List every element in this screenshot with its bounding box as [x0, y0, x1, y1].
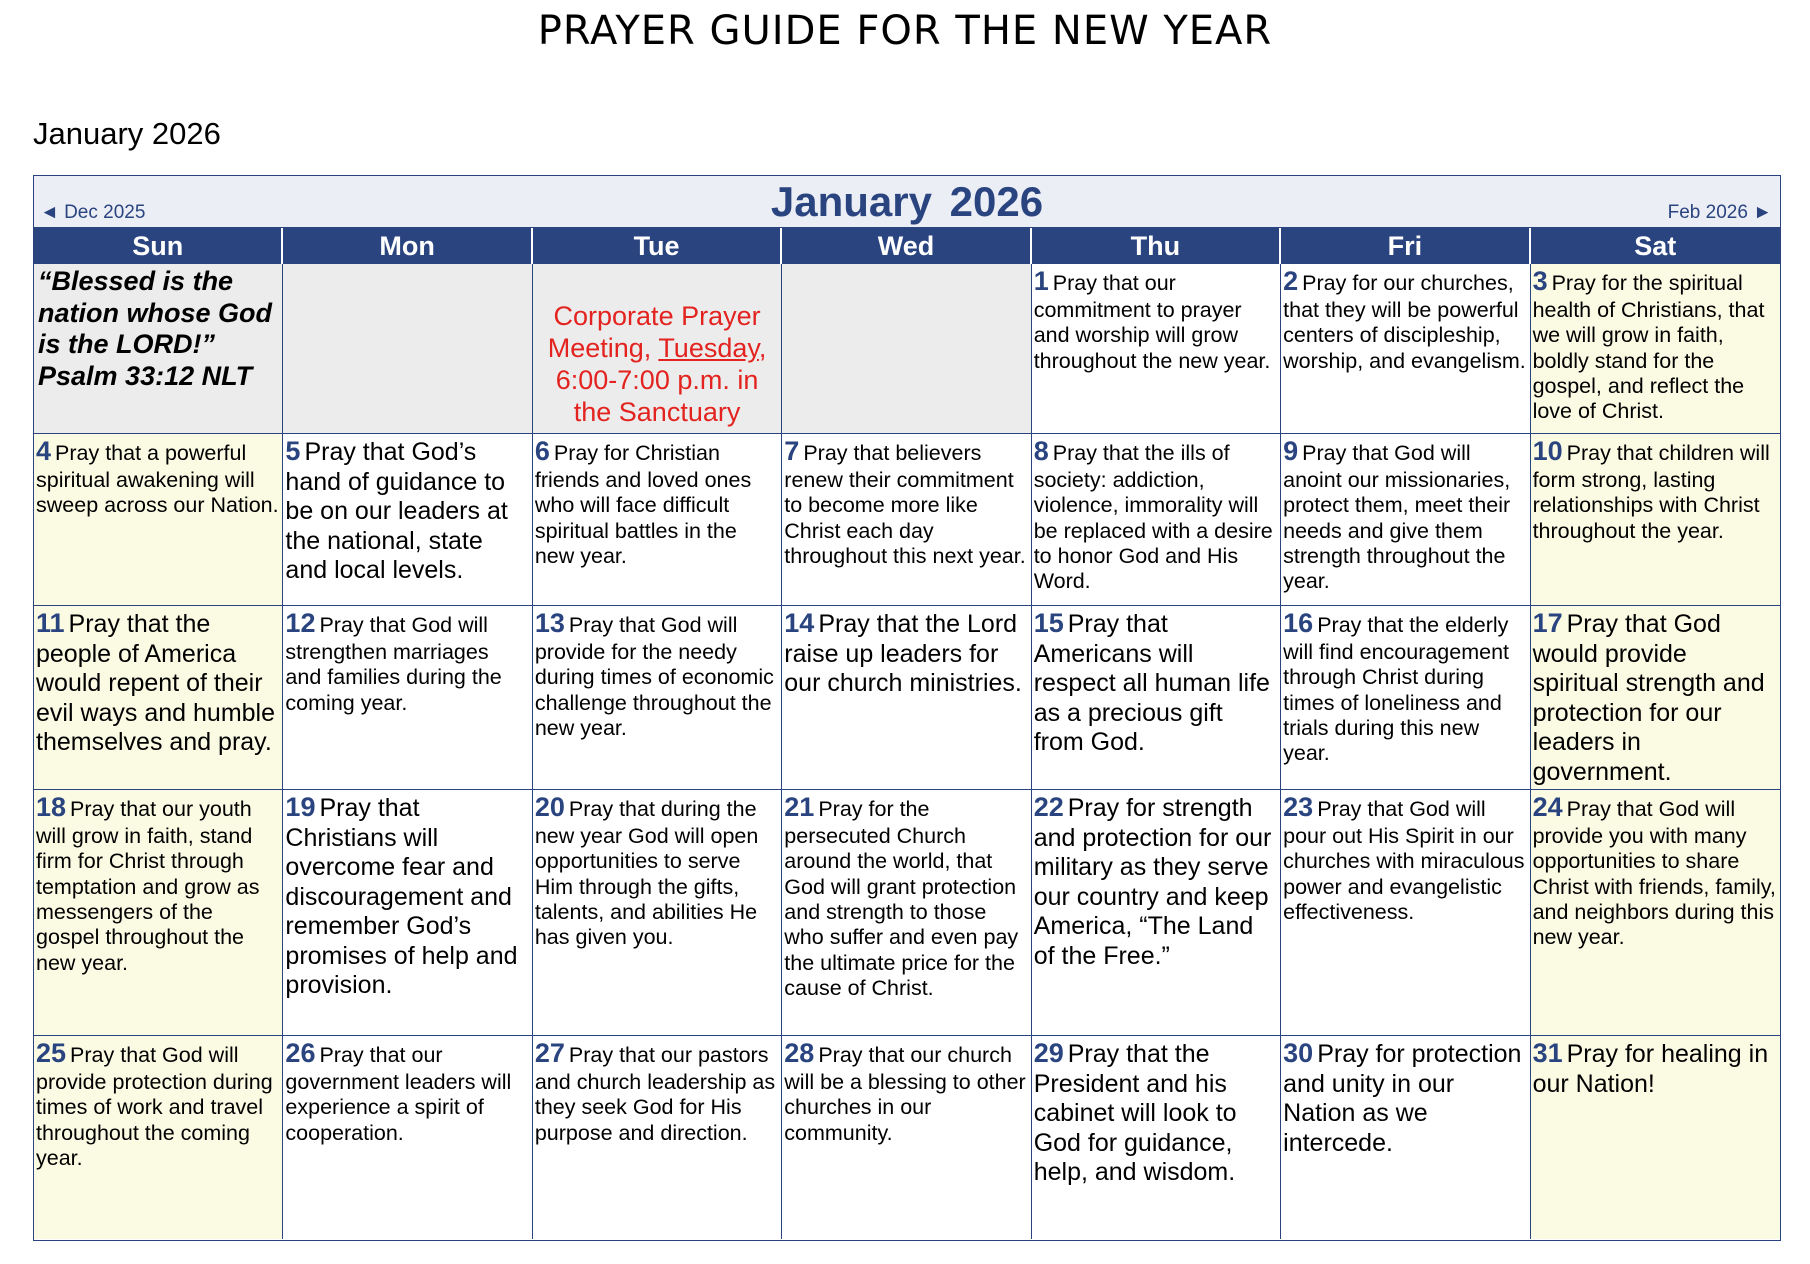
day-prayer: Pray that a powerful spiritual awakening will sweep across our Nation.: [36, 441, 279, 518]
weekday-sun: Sun: [34, 228, 283, 264]
meeting-day: Tuesday: [658, 333, 759, 364]
day-prayer: Pray that our church will be a blessing to other churches in our community.: [784, 1043, 1026, 1145]
day-cell: [782, 790, 1031, 1036]
day-number: 24: [1532, 792, 1563, 822]
day-number: 10: [1532, 436, 1563, 466]
day-number: 18: [36, 792, 67, 822]
day-number: 2: [1283, 266, 1299, 296]
day-cell: [1032, 1036, 1281, 1239]
day-number: 17: [1532, 608, 1563, 638]
day-prayer: Pray that children will form strong, lasting relationships with Christ throughout the year.: [1532, 441, 1770, 543]
day-prayer: Pray for protection and unity in our Nation as we intercede.: [1283, 1040, 1522, 1157]
day-prayer: Pray that God will provide protection during times of work and travel throughout the coming year.: [36, 1043, 273, 1170]
day-prayer: Pray that God will strengthen marriages and families during the coming year.: [285, 613, 502, 715]
day-number: 28: [784, 1038, 815, 1068]
day-prayer: Pray that God will provide for the needy during times of economic challenge throughout the new year.: [534, 613, 774, 740]
day-cell: [533, 790, 782, 1036]
day-number: 5: [285, 436, 301, 466]
day-cell: [1531, 606, 1780, 790]
day-cell: [1531, 434, 1780, 606]
day-prayer: Pray that our pastors and church leadership as they seek God for His purpose and direction.: [534, 1043, 776, 1145]
day-number: 22: [1033, 792, 1064, 822]
document-title: PRAYER GUIDE FOR THE NEW YEAR: [537, 8, 1273, 54]
day-number: 15: [1033, 608, 1064, 638]
empty-day-cell: [782, 264, 1031, 434]
day-number: 31: [1532, 1038, 1563, 1068]
day-cell: [283, 790, 532, 1036]
empty-day-cell: [283, 264, 532, 434]
day-prayer: Pray that the elderly will find encouragement through Christ during times of loneliness and trials during this new year.: [1283, 613, 1510, 766]
day-cell: [533, 606, 782, 790]
verse-cell: [34, 264, 283, 434]
day-prayer: Pray for our churches, that they will be powerful centers of discipleship, worship, and evangelism.: [1283, 271, 1526, 373]
day-cell: [34, 790, 283, 1036]
day-number: 20: [534, 792, 565, 822]
day-number: 1: [1033, 266, 1049, 296]
day-cell: [283, 434, 532, 606]
day-number: 4: [36, 436, 52, 466]
day-number: 7: [784, 436, 800, 466]
day-cell: [1032, 606, 1281, 790]
day-number: 6: [534, 436, 550, 466]
calendar-title: January 2026: [770, 178, 1044, 225]
meeting-cell: [533, 264, 782, 434]
prev-month-link[interactable]: ◄ Dec 2025: [40, 202, 146, 223]
day-number: 14: [784, 608, 815, 638]
month-caption: January 2026: [33, 116, 221, 151]
calendar-header: [34, 176, 1780, 228]
day-cell: [1032, 264, 1281, 434]
day-cell: [1281, 606, 1530, 790]
day-number: 30: [1283, 1038, 1314, 1068]
day-prayer: Pray that Christians will overcome fear and discouragement and remember God’s promises of help and provision.: [285, 794, 518, 1000]
day-number: 9: [1283, 436, 1299, 466]
day-number: 26: [285, 1038, 316, 1068]
weekday-tue: Tue: [533, 228, 782, 264]
day-cell: [34, 1036, 283, 1239]
day-cell: [1281, 1036, 1530, 1239]
weekday-header-row: [34, 228, 1780, 264]
day-cell: [782, 1036, 1031, 1239]
weekday-sat: Sat: [1634, 231, 1677, 261]
day-number: 23: [1283, 792, 1314, 822]
day-prayer: Pray that our commitment to prayer and worship will grow throughout the new year.: [1033, 271, 1271, 373]
day-prayer: Pray that God’s hand of guidance to be on our leaders at the national, state and local levels.: [285, 438, 508, 585]
day-prayer: Pray that the Lord raise up leaders for our church ministries.: [784, 610, 1022, 698]
weekday-thu: Thu: [1032, 228, 1281, 264]
day-cell: [533, 434, 782, 606]
verse-text: “Blessed is the nation whose God is the LORD!” Psalm 33:12 NLT: [38, 266, 272, 391]
day-number: 16: [1283, 608, 1314, 638]
weekday-wed: Wed: [782, 228, 1031, 264]
day-cell: [533, 1036, 782, 1239]
day-cell: [1281, 434, 1530, 606]
day-cell: [283, 1036, 532, 1239]
day-prayer: Pray that God will anoint our missionaries, protect them, meet their needs and give them strength throughout the year.: [1283, 441, 1511, 594]
meeting-notice: [535, 266, 779, 429]
day-number: 12: [285, 608, 316, 638]
day-prayer: Pray that God will provide you with many opportunities to share Christ with friends, family, and neighbors during this new year.: [1532, 797, 1776, 950]
weekday-fri: Fri: [1281, 228, 1530, 264]
day-prayer: Pray for the persecuted Church around the world, that God will grant protection and strength to those who suffer and even pay the ultimate price for the cause of Christ.: [784, 797, 1019, 1001]
day-prayer: Pray for strength and protection for our military as they serve our country and keep America, “The Land of the Free.”: [1033, 794, 1272, 970]
day-prayer: Pray that our government leaders will experience a spirit of cooperation.: [285, 1043, 512, 1145]
day-prayer: Pray that God would provide spiritual strength and protection for our leaders in government.: [1532, 610, 1765, 786]
day-prayer: Pray that during the new year God will open opportunities to serve Him through the gifts, talents, and abilities He has given you.: [534, 797, 759, 950]
day-cell: [1281, 264, 1530, 434]
day-cell: [283, 606, 532, 790]
meeting-text-before: Corporate Prayer Meeting,: [547, 301, 761, 364]
calendar-grid: [34, 264, 1780, 1239]
weekday-mon: Mon: [283, 228, 532, 264]
day-cell: [1032, 790, 1281, 1036]
day-cell: [1281, 790, 1530, 1036]
day-cell: [1032, 434, 1281, 606]
day-cell: [34, 434, 283, 606]
day-number: 13: [534, 608, 565, 638]
next-month-link[interactable]: Feb 2026 ►: [1667, 202, 1772, 223]
day-cell: [34, 606, 283, 790]
day-prayer: Pray that Americans will respect all human life as a precious gift from God.: [1033, 610, 1270, 757]
meeting-text-after: , 6:00-7:00 p.m. in the Sanctuary: [555, 333, 767, 428]
day-cell: [782, 606, 1031, 790]
day-cell: [1531, 1036, 1780, 1239]
day-prayer: Pray that the President and his cabinet will look to God for guidance, help, and wisdom.: [1033, 1040, 1237, 1187]
day-prayer: Pray that believers renew their commitment to become more like Christ each day throughout this next year.: [784, 441, 1026, 568]
day-number: 25: [36, 1038, 67, 1068]
day-prayer: Pray for the spiritual health of Christians, that we will grow in faith, boldly stand for the gospel, and reflect the love of Christ.: [1532, 271, 1765, 424]
day-cell: [1531, 264, 1780, 434]
day-prayer: Pray that the ills of society: addiction, violence, immorality will be replaced with a desire to honor God and His Word.: [1033, 441, 1273, 594]
day-number: 19: [285, 792, 316, 822]
day-number: 11: [36, 608, 65, 638]
day-number: 27: [534, 1038, 565, 1068]
day-prayer: Pray for healing in our Nation!: [1532, 1040, 1769, 1098]
day-number: 8: [1033, 436, 1049, 466]
day-cell: [782, 434, 1031, 606]
day-prayer: Pray that the people of America would repent of their evil ways and humble themselves and pray.: [36, 610, 276, 757]
day-cell: [1531, 790, 1780, 1036]
day-prayer: Pray for Christian friends and loved ones who will face difficult spiritual battles in the new year.: [534, 441, 752, 568]
day-number: 3: [1532, 266, 1548, 296]
day-number: 29: [1033, 1038, 1064, 1068]
day-prayer: Pray that our youth will grow in faith, stand firm for Christ through temptation and grow as messengers of the gospel throughout the new year.: [36, 797, 260, 975]
day-prayer: Pray that God will pour out His Spirit in our churches with miraculous power and evangelistic effectiveness.: [1283, 797, 1525, 924]
calendar: [33, 175, 1781, 1241]
day-number: 21: [784, 792, 815, 822]
